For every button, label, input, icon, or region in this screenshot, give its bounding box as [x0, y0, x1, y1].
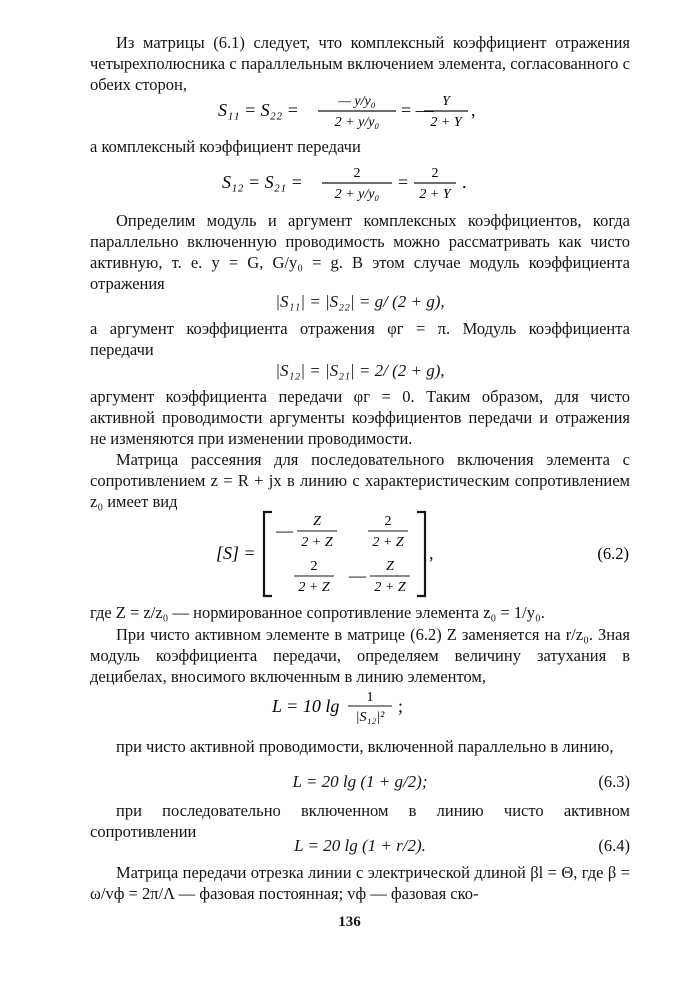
- equation-6-4: [90, 836, 630, 856]
- equation-6-4-body: L = 20 lg (1 + r/2).: [294, 836, 426, 855]
- eqL-denominator: |S₁₂|²: [355, 710, 385, 725]
- eq1-denominator: 2 + y/y₀: [334, 115, 380, 130]
- eq2-denominator-2: 2 + Y: [419, 187, 451, 202]
- equation-number-6-2: (6.2): [597, 544, 629, 563]
- equation-6-3: [90, 772, 630, 792]
- eq2-numerator-2: 2: [431, 166, 439, 181]
- paragraph-7: где Z = z/z₀ — нормированное сопротивление элемента z₀ = 1/y₀.: [90, 603, 545, 622]
- page-number: 136: [338, 914, 361, 930]
- m11-numerator: Z: [313, 514, 321, 529]
- eq2-end: .: [462, 172, 467, 192]
- eq1-numerator: — y/y₀: [338, 94, 376, 109]
- equation-modulus-transmission: |S₁₂| = |S₂₁| = 2/ (2 + g),: [275, 361, 445, 380]
- m11-denominator: 2 + Z: [301, 535, 333, 550]
- equation-number-6-4: (6.4): [598, 836, 630, 855]
- matrix-end: ,: [429, 543, 434, 563]
- paragraph-8: При чисто активном элементе в матрице (6.2) Z заменяется на r/z₀. Зная модуль коэффициента передачи, определяем величину затухания в децибелах, вносимого включенным в линию элементом,: [90, 625, 630, 686]
- paragraph-11: Матрица передачи отрезка линии с электрической длиной βl = Θ, где β = ω/vф = 2π/Λ — фазовая постоянная; vф — фазовая ско-: [90, 863, 630, 903]
- m21-denominator: 2 + Z: [298, 580, 330, 595]
- m11-sign: —: [276, 521, 293, 540]
- eq1-numerator-2: Y: [442, 94, 450, 109]
- m12-numerator: 2: [384, 514, 392, 529]
- equation-s12: [0, 158, 699, 204]
- paragraph-2: а комплексный коэффициент передачи: [90, 137, 361, 156]
- matrix-left-bracket: [264, 512, 272, 596]
- eq1-left: S₁₁ = S₂₂ =: [218, 100, 299, 120]
- equation-scattering-matrix: [0, 506, 699, 602]
- eq1-mid: = —: [401, 100, 434, 120]
- eq2-denominator: 2 + y/y₀: [334, 187, 380, 202]
- equation-modulus-reflection: |S₁₁| = |S₂₂| = g/ (2 + g),: [275, 292, 445, 311]
- m22-numerator: Z: [386, 559, 394, 574]
- eq2-left: S₁₂ = S₂₁ =: [222, 172, 303, 192]
- equation-6-3-body: L = 20 lg (1 + g/2);: [292, 772, 428, 791]
- paragraph-6: Матрица рассеяния для последовательного включения элемента с сопротивлением z = R + jx в линию с характеристическим сопротивлением z₀ имеет вид: [90, 450, 630, 511]
- eqL-left: L = 10 lg: [272, 696, 340, 716]
- equation-number-6-3: (6.3): [598, 772, 630, 791]
- eqL-end: ;: [398, 696, 404, 716]
- eq1-denominator-2: 2 + Y: [430, 115, 462, 130]
- paragraph-9: при чисто активной проводимости, включенной параллельно в линию,: [116, 737, 614, 756]
- m22-denominator: 2 + Z: [374, 580, 406, 595]
- equation-attenuation: [0, 684, 699, 730]
- paragraph-5: аргумент коэффициента передачи φг = 0. Таким образом, для чисто активной проводимости аргументы коэффициентов передачи и отражения не изменяются при изменении проводимости.: [90, 387, 630, 448]
- paragraph-3: Определим модуль и аргумент комплексных коэффициентов, когда параллельно включенную проводимость можно рассматривать как чисто активную, т. е. y = G, G/y₀ = g. В этом случае модуль коэффициента отражения: [90, 211, 630, 293]
- eq2-numerator: 2: [353, 166, 361, 181]
- m21-numerator: 2: [310, 559, 318, 574]
- matrix-label: [S] =: [216, 543, 256, 563]
- paragraph-1: Из матрицы (6.1) следует, что комплексный коэффициент отражения четырехполюсника с параллельным включением элемента, согласованного с обеих сторон,: [90, 33, 630, 94]
- m12-denominator: 2 + Z: [372, 535, 404, 550]
- eq2-mid: =: [398, 172, 409, 192]
- matrix-right-bracket: [417, 512, 425, 596]
- eqL-numerator: 1: [366, 690, 374, 705]
- paragraph-4: а аргумент коэффициента отражения φг = π. Модуль коэффициента передачи: [90, 319, 630, 359]
- equation-s11: [0, 86, 699, 132]
- eq1-end: ,: [471, 100, 476, 120]
- m22-sign: —: [349, 566, 366, 585]
- paragraph-10: при последовательно включенном в линию чисто активном сопротивлении: [90, 801, 630, 841]
